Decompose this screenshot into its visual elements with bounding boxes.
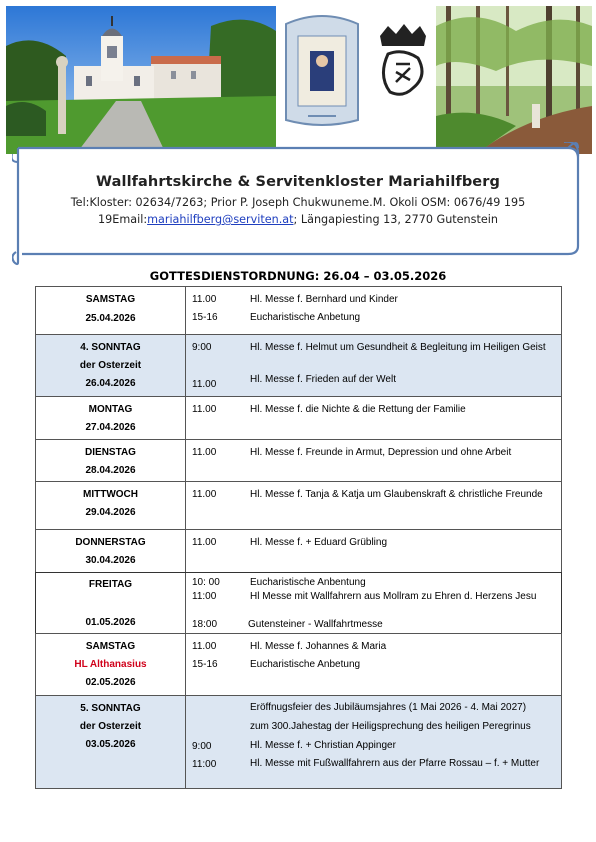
church-photo (6, 6, 276, 154)
table-row-thursday-3004 (35, 529, 562, 573)
forest-photo (436, 6, 592, 154)
day-label: 4. SONNTAG (80, 342, 141, 353)
page-title: Wallfahrtskirche & Servitenkloster Mariahilfberg (96, 174, 500, 190)
day-date: 01.05.2026 (85, 617, 136, 628)
day-label: MONTAG (88, 404, 133, 415)
time: 11.00 (192, 489, 217, 500)
service-item: Eucharistische Anbetung (250, 659, 361, 670)
day-subtitle: der Osterzeit (79, 721, 142, 732)
day-date: 03.05.2026 (85, 739, 136, 750)
day-label: DONNERSTAG (75, 537, 146, 548)
table-row-friday-0105 (35, 572, 562, 634)
service-item: Hl. Messe f. Tanja & Katja um Glaubenskraft & christliche Freunde (250, 489, 543, 500)
service-item: Gutensteiner - Wallfahrtmesse (248, 619, 383, 630)
time: 10: 00 (192, 577, 220, 588)
table-row-wednesday-2904 (35, 481, 562, 530)
day-date: 28.04.2026 (85, 465, 136, 476)
contact-line: Tel:Kloster: 02634/7263; Prior P. Joseph Chukwuneme.M. Okoli OSM: 0676/49 195 (70, 196, 526, 209)
service-item: Hl. Messe f. Johannes & Maria (250, 641, 387, 652)
email-prefix: 19Email: (98, 213, 148, 226)
day-label: 5. SONNTAG (80, 703, 141, 714)
time: 11.00 (192, 294, 217, 305)
day-date: 02.05.2026 (85, 677, 136, 688)
time: 9:00 (192, 342, 212, 353)
service-item: Hl. Messe mit Fußwallfahrern aus der Pfarre Rossau – f. + Mutter (250, 758, 540, 769)
table-row-saturday-0205 (35, 633, 562, 696)
day-date: 25.04.2026 (85, 313, 136, 324)
service-item: Hl. Messe f. die Nichte & die Rettung der Familie (250, 404, 466, 415)
time: 11.00 (192, 641, 217, 652)
time: 11.00 (192, 379, 217, 390)
emblems-image (278, 6, 434, 154)
time: 11.00 (192, 447, 217, 458)
time: 11.00 (192, 537, 217, 548)
day-label: DIENSTAG (85, 447, 136, 458)
service-item: Eröffnugsfeier des Jubiläumsjahres (1 Mai 2026 - 4. Mai 2027) (250, 702, 527, 713)
table-row-sunday-2604 (35, 334, 562, 397)
table-row-tuesday-2804 (35, 439, 562, 482)
time: 9:00 (192, 741, 212, 752)
schedule-table (35, 286, 562, 789)
service-item: Eucharistische Anbetung (250, 312, 361, 323)
table-row-saturday-2504 (35, 286, 562, 335)
saint-name: HL Althanasius (74, 659, 147, 670)
day-subtitle: der Osterzeit (79, 360, 142, 371)
email-link[interactable]: mariahilfberg@serviten.at (147, 213, 294, 226)
day-label: MITTWOCH (83, 489, 138, 500)
email-address-line (0, 213, 596, 226)
day-date: 26.04.2026 (85, 378, 136, 389)
table-row-monday-2704 (35, 396, 562, 440)
service-item: Hl. Messe f. Frieden auf der Welt (250, 374, 396, 385)
table-row-sunday-0305 (35, 695, 562, 789)
time: 15-16 (192, 312, 218, 323)
service-item: Hl. Messe f. Bernhard und Kinder (250, 294, 398, 305)
service-item: Hl. Messe f. + Christian Appinger (250, 740, 396, 751)
time: 11:00 (192, 591, 217, 602)
day-date: 27.04.2026 (85, 422, 136, 433)
service-item: Hl. Messe f. Helmut um Gesundheit & Begleitung im Heiligen Geist (250, 342, 546, 353)
service-item: Eucharistische Anbentung (250, 577, 366, 588)
service-item: Hl Messe mit Wallfahrern aus Mollram zu Ehren d. Herzens Jesu (250, 591, 537, 602)
schedule-title: GOTTESDIENSTORDNUNG: 26.04 – 03.05.2026 (149, 269, 447, 283)
service-item: Hl. Messe f. Freunde in Armut, Depression und ohne Arbeit (250, 447, 512, 458)
time: 11:00 (192, 759, 217, 770)
day-date: 29.04.2026 (85, 507, 136, 518)
day-label: SAMSTAG (85, 641, 136, 652)
day-date: 30.04.2026 (85, 555, 136, 566)
service-item: zum 300.Jahestag der Heiligsprechung des heiligen Peregrinus (250, 721, 531, 732)
address-text: ; Längapiesting 13, 2770 Gutenstein (293, 213, 498, 226)
time: 15-16 (192, 659, 218, 670)
service-item: Hl. Messe f. + Eduard Grübling (250, 537, 388, 548)
time: 18:00 (192, 619, 218, 630)
day-label: SAMSTAG (85, 294, 136, 305)
time: 11.00 (192, 404, 217, 415)
day-label: FREITAG (88, 579, 133, 590)
